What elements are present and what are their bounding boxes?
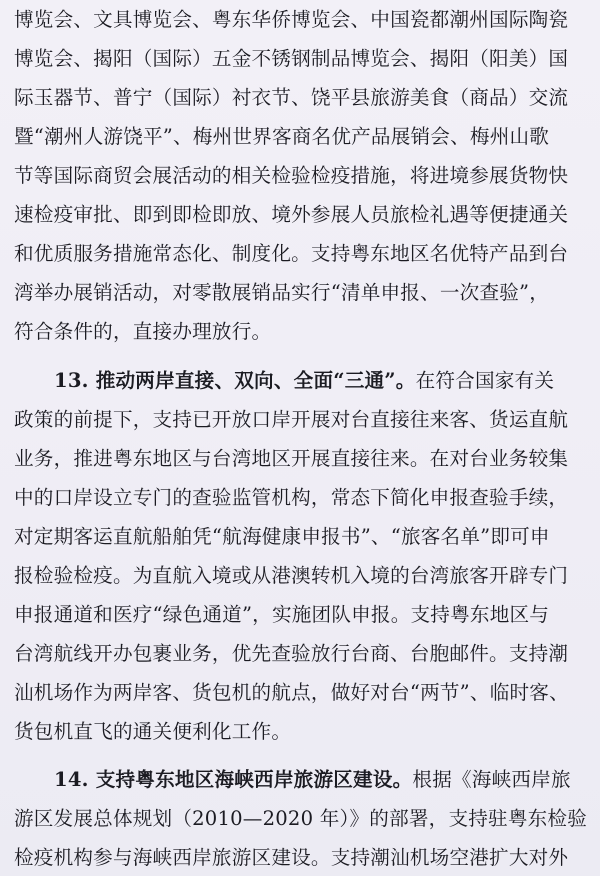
item-14-first-line-rest: 根据《海峡西岸旅: [412, 768, 571, 791]
text-line: 业务，推进粤东地区与台湾地区开展直接往来。在对台业务较集: [14, 447, 569, 470]
text-line: 对定期客运直航船舶凭“航海健康申报书”、“旅客名单”即可申: [14, 525, 550, 548]
item-13-first-line: [54, 363, 600, 399]
text-line: 博览会、揭阳（国际）五金不锈钢制品博览会、揭阳（阳美）国: [14, 47, 569, 70]
item-13-first-line-rest: 在符合国家有关: [415, 369, 555, 392]
text-line: 符合条件的，直接办理放行。: [14, 320, 272, 343]
text-line: 际玉器节、普宁（国际）衬衣节、饶平县旅游美食（商品）交流: [14, 86, 569, 109]
text-line: 游区发展总体规划（2010—2020 年）》的部署，支持驻粤东检验: [14, 807, 588, 830]
text-line: 中的口岸设立专门的查验监管机构，常态下简化申报查验手续，: [14, 486, 569, 509]
text-line: 和优质服务措施常态化、制度化。支持粤东地区名优特产品到台: [14, 242, 569, 265]
text-line: 台湾航线开办包裹业务，优先查验放行台商、台胞邮件。支持潮: [14, 642, 569, 665]
text-line: 湾举办展销活动，对零散展销品实行“清单申报、一次查验”，: [14, 281, 550, 304]
text-line: 申报通道和医疗“绿色通道”，实施团队申报。支持粤东地区与: [14, 603, 550, 626]
item-13-heading: 13. 推动两岸直接、双向、全面“三通”。: [54, 369, 416, 392]
text-line: 检疫机构参与海峡西岸旅游区建设。支持潮汕机场空港扩大对外: [14, 846, 569, 869]
item-14-first-line: [54, 762, 600, 798]
text-line: 暨“潮州人游饶平”、梅州世界客商名优产品展销会、梅州山歌: [14, 125, 550, 148]
text-line: 报检验检疫。为直航入境或从港澳转机入境的台湾旅客开辟专门: [14, 564, 569, 587]
text-line: 博览会、文具博览会、粤东华侨博览会、中国瓷都潮州国际陶瓷: [14, 8, 569, 31]
item-14-heading: 14. 支持粤东地区海峡西岸旅游区建设。: [54, 768, 413, 791]
text-line: 货包机直飞的通关便利化工作。: [14, 720, 292, 743]
text-line: 速检疫审批、即到即检即放、境外参展人员旅检礼遇等便捷通关: [14, 203, 569, 226]
text-line: 节等国际商贸会展活动的相关检验检疫措施，将进境参展货物快: [14, 164, 569, 187]
text-line: 政策的前提下，支持已开放口岸开展对台直接往来客、货运直航: [14, 408, 569, 431]
text-line: 汕机场作为两岸客、货包机的航点，做好对台“两节”、临时客、: [14, 681, 569, 704]
